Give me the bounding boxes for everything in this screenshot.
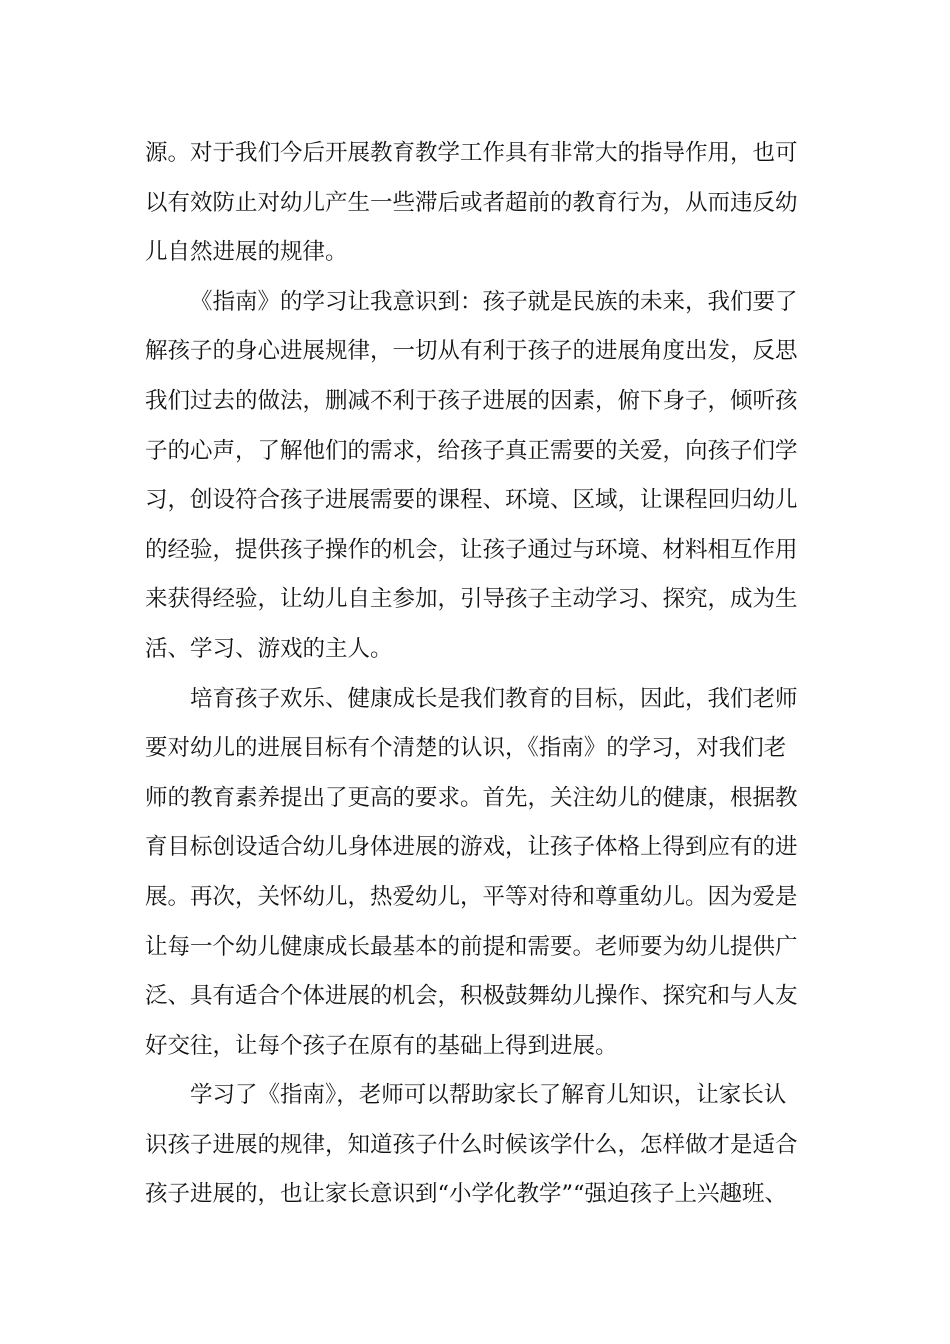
paragraph-start-line: 学习了《指南》，老师可以帮助家长了解育儿知识，让家长认	[190, 1082, 787, 1109]
text-line: 要对幼儿的进展目标有个清楚的认识，《指南》的学习，对我们老	[145, 735, 787, 762]
text-line: 活、学习、游戏的主人。	[145, 635, 393, 662]
text-line: 子的心声，了解他们的需求，给孩子真正需要的关爱，向孩子们学	[145, 437, 798, 464]
paragraph-start-line: 培育孩子欢乐、健康成长是我们教育的目标，因此，我们老师	[190, 685, 798, 712]
text-line: 师的教育素养提出了更高的要求。首先，关注幼儿的健康，根据教	[145, 784, 798, 811]
text-line: 展。再次，关怀幼儿，热爱幼儿，平等对待和尊重幼儿。因为爱是	[145, 883, 798, 910]
text-line: 好交往，让每个孩子在原有的基础上得到进展。	[145, 1032, 618, 1059]
text-line: 以有效防止对幼儿产生一些滞后或者超前的教育行为，从而违反幼	[145, 189, 798, 216]
text-line: 我们过去的做法，删减不利于孩子进展的因素，俯下身子，倾听孩	[145, 387, 798, 414]
text-line: 孩子进展的，也让家长意识到“小学化教学”“强迫孩子上兴趣班、	[145, 1181, 788, 1208]
text-line: 识孩子进展的规律，知道孩子什么时候该学什么，怎样做才是适合	[145, 1131, 798, 1158]
text-line: 解孩子的身心进展规律，一切从有利于孩子的进展角度出发，反思	[145, 338, 798, 365]
text-line: 泛、具有适合个体进展的机会，积极鼓舞幼儿操作、探究和与人友	[145, 983, 798, 1010]
text-line: 来获得经验，让幼儿自主参加，引导孩子主动学习、探究，成为生	[145, 586, 798, 613]
text-line: 习，创设符合孩子进展需要的课程、环境、区域，让课程回归幼儿	[145, 487, 798, 514]
text-line: 的经验，提供孩子操作的机会，让孩子通过与环境、材料相互作用	[145, 536, 798, 563]
body-text	[145, 129, 805, 1220]
text-line: 育目标创设适合幼儿身体进展的游戏，让孩子体格上得到应有的进	[145, 834, 798, 861]
text-line: 儿自然进展的规律。	[145, 239, 348, 266]
text-line: 源。对于我们今后开展教育教学工作具有非常大的指导作用，也可	[145, 140, 798, 166]
paragraph-start-line: 《指南》的学习让我意识到：孩子就是民族的未来，我们要了	[190, 288, 798, 315]
text-line: 让每一个幼儿健康成长最基本的前提和需要。老师要为幼儿提供广	[145, 933, 798, 960]
